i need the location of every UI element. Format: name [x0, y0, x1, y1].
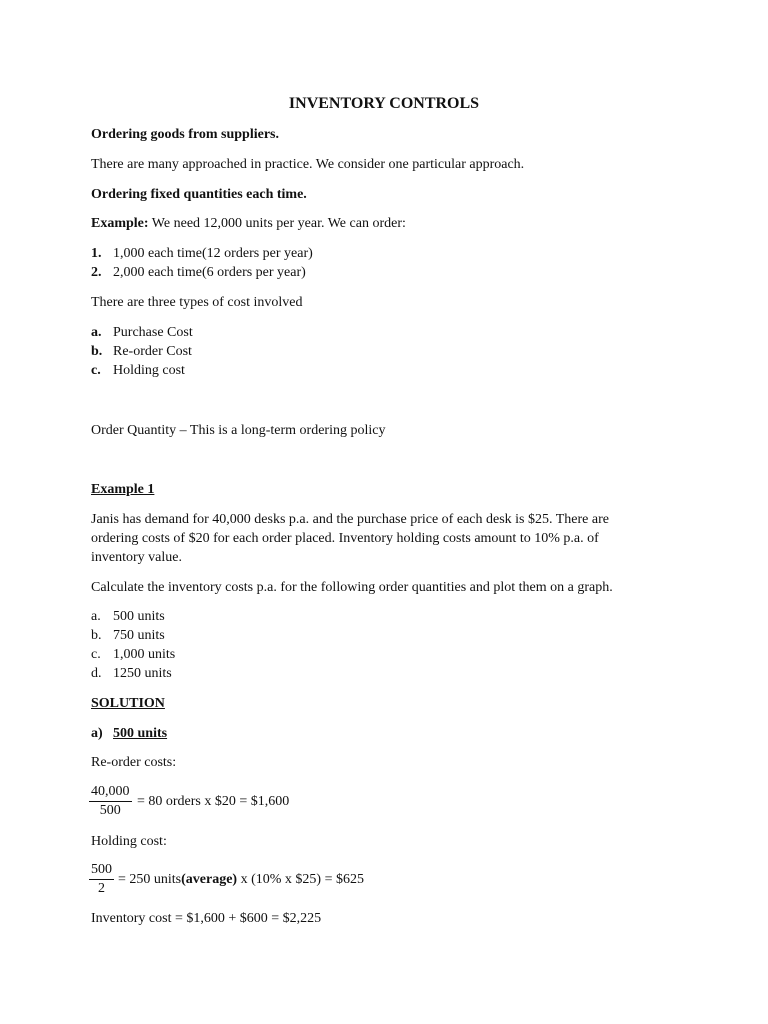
- cost-intro: There are three types of cost involved: [91, 295, 303, 310]
- list-text: Purchase Cost: [113, 325, 193, 340]
- solution-heading: SOLUTION: [91, 696, 165, 711]
- order-quantity-definition: Order Quantity – This is a long-term ordering policy: [91, 423, 386, 438]
- list-text: 2,000 each time(6 orders per year): [113, 265, 306, 280]
- list-text: 500 units: [113, 609, 165, 624]
- list-text: 1,000 units: [113, 647, 176, 662]
- part-a-heading: [91, 725, 167, 743]
- list-item: [91, 264, 306, 282]
- reorder-result: = 80 orders x $20 = $1,600: [137, 794, 290, 809]
- example1-heading: Example 1: [91, 482, 155, 497]
- list-text: 1250 units: [113, 666, 172, 681]
- list-text: Re-order Cost: [113, 344, 192, 359]
- holding-result-rest: x (10% x $25) = $625: [237, 872, 364, 887]
- list-letter: a.: [91, 325, 102, 340]
- list-text: 1,000 each time(12 orders per year): [113, 246, 313, 261]
- example-text: We need 12,000 units per year. We can order:: [148, 216, 406, 231]
- example-line: [91, 215, 406, 233]
- list-letter: b.: [91, 628, 102, 643]
- fraction-numerator: 40,000: [89, 783, 132, 802]
- inventory-cost-total: Inventory cost = $1,600 + $600 = $2,225: [91, 911, 322, 926]
- list-item: [91, 608, 165, 626]
- holding-result-text: = 250 units: [118, 872, 182, 887]
- page-title: INVENTORY CONTROLS: [288, 95, 480, 112]
- list-text: Holding cost: [113, 363, 185, 378]
- list-letter: c.: [91, 647, 101, 662]
- list-letter: d.: [91, 666, 102, 681]
- list-item: [91, 627, 165, 645]
- calculate-instruction: Calculate the inventory costs p.a. for the following order quantities and plot them on a graph.: [91, 580, 613, 595]
- section-heading-fixed-quantities: Ordering fixed quantities each time.: [91, 187, 307, 202]
- holding-fraction: [89, 861, 114, 898]
- example1-paragraph-line: ordering costs of $20 for each order placed. Inventory holding costs amount to 10% p.a. of: [91, 531, 599, 546]
- example1-paragraph-line: Janis has demand for 40,000 desks p.a. and the purchase price of each desk is $25. There are: [91, 512, 609, 527]
- list-letter: c.: [91, 363, 101, 378]
- example-label: Example:: [91, 216, 149, 231]
- list-number: 2.: [91, 265, 102, 280]
- list-item: [91, 343, 192, 361]
- list-item: [91, 245, 313, 263]
- reorder-label: Re-order costs:: [91, 755, 177, 770]
- reorder-fraction: [89, 783, 132, 820]
- list-letter: a.: [91, 609, 101, 624]
- fraction-denominator: 500: [99, 803, 121, 818]
- intro-paragraph: There are many approached in practice. We consider one particular approach.: [91, 157, 525, 172]
- holding-label: Holding cost:: [91, 834, 167, 849]
- holding-result: [118, 871, 364, 889]
- list-item: [91, 324, 193, 342]
- list-letter: b.: [91, 344, 103, 359]
- list-item: [91, 646, 175, 664]
- list-text: 750 units: [113, 628, 165, 643]
- part-a-title: 500 units: [113, 726, 168, 741]
- list-number: 1.: [91, 246, 102, 261]
- part-a-label: a): [91, 726, 103, 741]
- section-heading-ordering: Ordering goods from suppliers.: [91, 127, 279, 142]
- list-item: [91, 362, 185, 380]
- holding-result-average: (average): [181, 872, 238, 887]
- list-item: [91, 665, 172, 683]
- example1-paragraph-line: inventory value.: [91, 550, 182, 565]
- fraction-denominator: 2: [98, 881, 105, 896]
- fraction-numerator: 500: [89, 861, 114, 880]
